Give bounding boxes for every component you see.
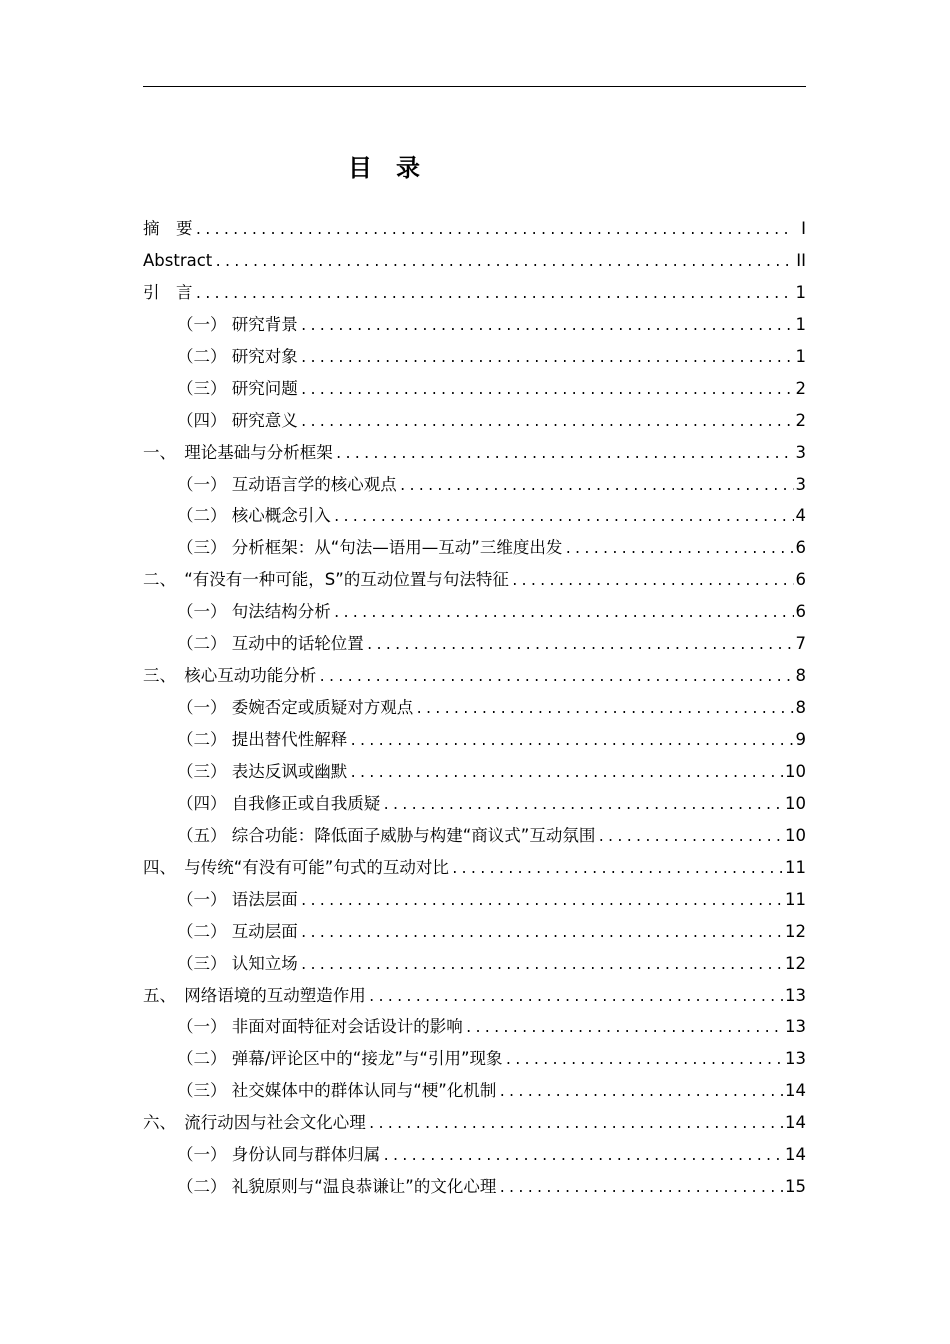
toc-leader-dots: [382, 790, 783, 822]
toc-entry[interactable]: [143, 1075, 806, 1107]
toc-leader-dots: [333, 502, 794, 534]
toc-entry-page: 13: [785, 985, 806, 1005]
toc-leader-dots: [415, 694, 793, 726]
toc-leader-dots: [399, 471, 794, 503]
toc-entry[interactable]: [143, 1139, 806, 1171]
toc-title-part1: 目: [348, 154, 374, 182]
toc-leader-dots: [366, 630, 794, 662]
toc-entry-page: 3: [795, 442, 806, 462]
toc-entry-page: 6: [795, 538, 806, 558]
toc-entry-label: （三） 社交媒体中的群体认同与“梗”化机制: [177, 1081, 497, 1101]
toc-entry[interactable]: [143, 245, 806, 277]
toc-entry-label: 三、 核心互动功能分析: [143, 666, 317, 686]
toc-leader-dots: [349, 726, 793, 758]
toc-entry[interactable]: [143, 692, 806, 724]
toc-entry[interactable]: [143, 213, 806, 245]
toc-entry-page: 12: [785, 953, 806, 973]
toc-entry-label: （四） 研究意义: [177, 410, 298, 430]
toc-leader-dots: [505, 1045, 784, 1077]
toc-entry-page: 7: [795, 634, 806, 654]
toc-entry-page: 1: [795, 282, 806, 302]
toc-entry[interactable]: [143, 980, 806, 1012]
toc-leader-dots: [300, 918, 783, 950]
toc-entry-page: 8: [795, 666, 806, 686]
toc-entry-page: 10: [785, 793, 806, 813]
toc-entry-label: 五、 网络语境的互动塑造作用: [143, 985, 366, 1005]
toc-entry-label: （一） 身份认同与群体归属: [177, 1145, 381, 1165]
toc-leader-dots: [511, 566, 794, 598]
toc-entry[interactable]: [143, 1011, 806, 1043]
toc-entry-label: （一） 句法结构分析: [177, 602, 331, 622]
toc-leader-dots: [300, 407, 794, 439]
toc-entry[interactable]: [143, 1171, 806, 1203]
toc-entry-page: 2: [795, 410, 806, 430]
toc-entry-label: （三） 认知立场: [177, 953, 298, 973]
toc-entry-label: （一） 研究背景: [177, 314, 298, 334]
toc-entry-label: 四、 与传统“有没有可能”句式的互动对比: [143, 857, 449, 877]
toc-entry[interactable]: [143, 1107, 806, 1139]
toc-leader-dots: [318, 662, 793, 694]
toc-entry-label: （二） 提出替代性解释: [177, 730, 348, 749]
toc-leader-dots: [451, 854, 783, 886]
toc-entry[interactable]: [143, 277, 806, 309]
toc-entry-label: （一） 委婉否定或质疑对方观点: [177, 698, 414, 718]
toc-entry-page: 4: [795, 506, 806, 526]
toc-entry-page: 14: [785, 1081, 806, 1101]
toc-entry[interactable]: [143, 628, 806, 660]
toc-leader-dots: [300, 950, 783, 982]
toc-entry-page: 11: [785, 857, 806, 877]
toc-entry-page: 12: [785, 921, 806, 941]
toc-leader-dots: [300, 343, 794, 375]
toc-entry-label: （一） 语法层面: [177, 889, 298, 909]
toc-entry-label: （一） 互动语言学的核心观点: [177, 474, 397, 494]
toc-leader-dots: [597, 822, 783, 854]
toc-entry-label: 一、 理论基础与分析框架: [143, 442, 333, 462]
toc-entry-page: 13: [785, 1017, 806, 1037]
toc-leader-dots: [333, 598, 794, 630]
toc-entry[interactable]: [143, 437, 806, 469]
toc-entry-page: 9: [795, 730, 806, 749]
toc-entry[interactable]: [143, 1043, 806, 1075]
toc-entry-page: 3: [795, 474, 806, 494]
toc-entry-label: （二） 互动层面: [177, 921, 298, 941]
toc-leader-dots: [195, 215, 795, 247]
toc-entry-page: 13: [785, 1049, 806, 1069]
toc-entry-label: Abstract: [143, 250, 213, 270]
toc-entry[interactable]: [143, 373, 806, 405]
toc-entry-page: 8: [795, 698, 806, 718]
toc-entry[interactable]: [143, 532, 806, 564]
toc-entry[interactable]: [143, 309, 806, 341]
toc-leader-dots: [498, 1077, 783, 1109]
toc-entry-page: II: [796, 250, 806, 270]
toc-entry-page: 10: [785, 825, 806, 845]
toc-entry-label: （三） 研究问题: [177, 378, 298, 398]
toc-entry-label: （二） 研究对象: [177, 346, 298, 366]
toc-entry-page: 2: [795, 378, 806, 398]
toc-entry-label: （二） 弹幕/评论区中的“接龙”与“引用”现象: [177, 1049, 503, 1069]
toc-entry-label: 引 言: [143, 282, 193, 302]
toc-entry[interactable]: [143, 564, 806, 596]
toc-entry-label: （四） 自我修正或自我质疑: [177, 793, 381, 813]
toc-entry[interactable]: [143, 884, 806, 916]
toc-leader-dots: [349, 758, 783, 790]
toc-entry-page: 1: [795, 314, 806, 334]
toc-entry-page: 6: [795, 570, 806, 590]
toc-leader-dots: [465, 1013, 783, 1045]
toc-entry-label: （二） 礼貌原则与“温良恭谦让”的文化心理: [177, 1177, 497, 1197]
toc-entry[interactable]: [143, 660, 806, 692]
toc-leader-dots: [300, 886, 783, 918]
toc-leader-dots: [335, 439, 794, 471]
toc-entry-label: （三） 表达反讽或幽默: [177, 761, 348, 781]
toc-leader-dots: [195, 279, 794, 311]
toc-entry[interactable]: [143, 500, 806, 532]
toc-leader-dots: [564, 534, 793, 566]
toc-entry-label: （二） 互动中的话轮位置: [177, 634, 364, 654]
toc-leader-dots: [300, 311, 794, 343]
toc-entry[interactable]: [143, 820, 806, 852]
toc-entry-page: 11: [785, 889, 806, 909]
toc-title-part2: 录: [396, 154, 422, 182]
toc-leader-dots: [368, 1109, 783, 1141]
toc-leader-dots: [382, 1141, 783, 1173]
toc-entry-label: （二） 核心概念引入: [177, 506, 331, 526]
toc-leader-dots: [498, 1173, 783, 1205]
toc-entry[interactable]: [143, 341, 806, 373]
table-of-contents: [143, 213, 806, 1203]
toc-entry[interactable]: [143, 916, 806, 948]
toc-entry[interactable]: [143, 788, 806, 820]
header-rule: [143, 86, 806, 87]
toc-entry-page: 14: [785, 1113, 806, 1133]
toc-entry[interactable]: [143, 724, 806, 756]
toc-entry-page: I: [801, 219, 806, 238]
toc-entry-page: 15: [785, 1177, 806, 1197]
toc-entry-label: （三） 分析框架：从“句法—语用—互动”三维度出发: [177, 538, 563, 558]
toc-entry[interactable]: [143, 852, 806, 884]
toc-leader-dots: [368, 982, 783, 1014]
toc-entry-page: 6: [795, 602, 806, 622]
toc-entry-page: 10: [785, 761, 806, 781]
toc-leader-dots: [214, 247, 794, 279]
toc-entry-label: （五） 综合功能：降低面子威胁与构建“商议式”互动氛围: [177, 825, 596, 845]
toc-entry[interactable]: [143, 596, 806, 628]
toc-entry-label: （一） 非面对面特征对会话设计的影响: [177, 1017, 463, 1037]
toc-entry[interactable]: [143, 469, 806, 501]
toc-entry-label: 二、 “有没有一种可能，S”的互动位置与句法特征: [143, 570, 509, 590]
toc-entry-page: 14: [785, 1145, 806, 1165]
toc-entry-page: 1: [795, 346, 806, 366]
toc-entry[interactable]: [143, 948, 806, 980]
toc-title: [0, 148, 770, 183]
toc-leader-dots: [300, 375, 794, 407]
toc-entry[interactable]: [143, 756, 806, 788]
toc-entry-label: 六、 流行动因与社会文化心理: [143, 1113, 366, 1133]
toc-entry[interactable]: [143, 405, 806, 437]
toc-entry-label: 摘 要: [143, 219, 193, 238]
